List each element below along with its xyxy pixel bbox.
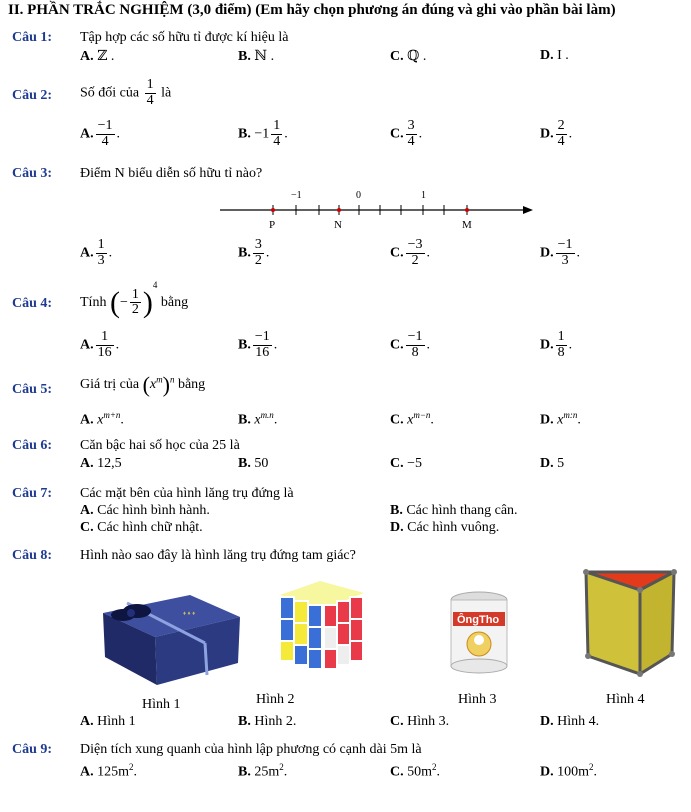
option-d[interactable]: D. $\frac{2}{4}$ .	[540, 118, 573, 149]
question-label: Câu 7:	[12, 486, 53, 501]
option-c[interactable]: C. $\frac{-1}{8}$ .	[390, 329, 431, 360]
question-text: Giá trị của $(x^m)^n$ bằng	[80, 372, 206, 397]
option-b[interactable]: B. Các hình thang cân.	[390, 503, 518, 518]
can-brand: ÔngTho	[457, 614, 500, 626]
option-d[interactable]: D. $100m^2$.	[540, 762, 598, 780]
question-label: Câu 1:	[12, 30, 53, 45]
figure-caption: Hình 2	[256, 692, 295, 707]
option-a[interactable]: A. Các hình bình hành.	[80, 503, 210, 518]
question-text: Hình nào sao đây là hình lăng trụ đứng tam giác?	[80, 548, 356, 563]
point-label: P	[269, 219, 276, 231]
question-text: Tính (− $\frac{1}{2}$ )$^4$ bằng	[80, 280, 189, 319]
tick-label: −1	[291, 190, 302, 201]
option-a[interactable]: A. 12,5	[80, 456, 122, 471]
question-text: Diện tích xung quanh của hình lập phương có cạnh dài 5m là	[80, 742, 422, 757]
point-m-marker	[465, 208, 469, 212]
option-c[interactable]: C. $x^{m-n}$.	[390, 410, 434, 428]
triangular-prism-image	[580, 562, 680, 682]
option-a[interactable]: A. $\frac{1}{3}$ .	[80, 237, 113, 268]
option-a[interactable]: A. $\frac{1}{16}$ .	[80, 329, 120, 360]
question-label: Câu 9:	[12, 742, 53, 757]
option-c[interactable]: C. −5	[390, 456, 423, 471]
option-b[interactable]: B. 50	[238, 456, 269, 471]
option-d[interactable]: D. Các hình vuông.	[390, 520, 500, 535]
option-c[interactable]: C. $50m^2$.	[390, 762, 441, 780]
option-a[interactable]: A. $\frac{-1}{4}$ .	[80, 118, 121, 149]
option-b[interactable]: B. −1 $\frac{1}{4}$ .	[238, 118, 288, 149]
question-label: Câu 8:	[12, 548, 53, 563]
point-n-marker	[337, 208, 341, 212]
question-label: Câu 6:	[12, 438, 53, 453]
option-c[interactable]: C. $\frac{-3}{2}$ .	[390, 237, 431, 268]
milk-can-image	[446, 590, 512, 676]
option-b[interactable]: B. ℕ .	[238, 49, 275, 64]
question-label: Câu 3:	[12, 166, 53, 181]
option-a[interactable]: A. $125m^2$.	[80, 762, 138, 780]
option-b[interactable]: B. Hình 2.	[238, 714, 297, 729]
option-c[interactable]: C. Các hình chữ nhật.	[80, 520, 203, 535]
option-b[interactable]: B. $25m^2$.	[238, 762, 288, 780]
option-c[interactable]: C. Hình 3.	[390, 714, 450, 729]
tick-label: 0	[356, 190, 361, 201]
rubik-cube-image	[272, 575, 370, 677]
option-b[interactable]: B. $x^{m.n}$.	[238, 410, 278, 428]
option-a[interactable]: A. Hình 1	[80, 714, 136, 729]
option-a[interactable]: A. ℤ .	[80, 49, 115, 64]
point-label: N	[334, 219, 342, 231]
question-text: Tập hợp các số hữu tỉ được kí hiệu là	[80, 30, 289, 45]
question-text: Số đối của $\frac{1}{4}$ là	[80, 77, 172, 108]
question-text: Căn bậc hai số học của 25 là	[80, 438, 240, 453]
option-d[interactable]: D. $x^{m:n}$.	[540, 410, 581, 428]
question-label: Câu 2:	[12, 88, 53, 103]
option-a[interactable]: A. $x^{m+n}$.	[80, 410, 124, 428]
figure-caption: Hình 1	[142, 697, 181, 712]
option-d[interactable]: D. 5	[540, 456, 565, 471]
question-text: Điểm N biểu diễn số hữu tỉ nào?	[80, 166, 263, 181]
tick-label: 1	[421, 190, 426, 201]
option-b[interactable]: B. $\frac{3}{2}$ .	[238, 237, 270, 268]
point-label: M	[462, 219, 472, 231]
svg-text:♦ ♦ ♦: ♦ ♦ ♦	[183, 611, 196, 617]
option-d[interactable]: D. $\frac{-1}{3}$ .	[540, 237, 581, 268]
gift-box-image	[95, 585, 245, 690]
point-p-marker	[271, 208, 275, 212]
question-1	[12, 30, 52, 46]
number-line	[215, 186, 535, 232]
question-text: Các mặt bên của hình lăng trụ đứng là	[80, 486, 294, 501]
option-c[interactable]: C. ℚ .	[390, 49, 427, 64]
option-d[interactable]: D. I .	[540, 48, 569, 63]
option-d[interactable]: D. Hình 4.	[540, 714, 600, 729]
option-d[interactable]: D. $\frac{1}{8}$ .	[540, 329, 573, 360]
option-b[interactable]: B. $\frac{-1}{16}$ .	[238, 329, 278, 360]
question-label: Câu 5:	[12, 382, 53, 397]
section-header: II. PHẦN TRẮC NGHIỆM (3,0 điểm) (Em hãy chọn phương án đúng và ghi vào phần bài làm)	[8, 2, 616, 18]
question-label: Câu 4:	[12, 296, 53, 311]
figure-caption: Hình 3	[458, 692, 497, 707]
figure-caption: Hình 4	[606, 692, 645, 707]
option-c[interactable]: C. $\frac{3}{4}$ .	[390, 118, 423, 149]
